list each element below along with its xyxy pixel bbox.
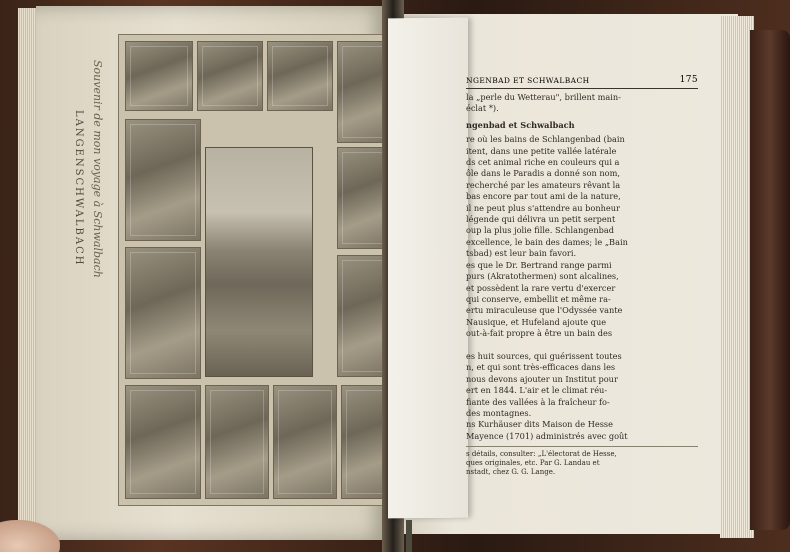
vignette-left-1 (125, 119, 201, 241)
plate-caption-text: LANGENSCHWALBACH (73, 110, 84, 267)
body-line: itent, dans une petite vallée latérale (466, 145, 617, 156)
body-line: purs (Akratothermen) sont alcalines, (466, 271, 619, 282)
handwritten-inscription (88, 60, 108, 380)
body-line: out-à-fait propre à être un bain des (466, 328, 613, 339)
footnote (466, 446, 698, 477)
running-header (466, 74, 698, 89)
footnote-line: nstadt, chez G. G. Lange. (466, 468, 556, 477)
body-line: ertu miraculeuse que l'Odyssée vante (466, 305, 623, 316)
section-title: ngenbad et Schwalbach (466, 119, 575, 130)
body-line: ert en 1844. L'air et le climat réu- (466, 385, 608, 396)
vignette-left-2 (125, 247, 201, 379)
vignette-top-2 (197, 41, 263, 111)
book-binding (750, 30, 790, 530)
body-line: n, et qui sont très-efficaces dans les (466, 362, 616, 373)
body-line: nous devons ajouter un Institut pour (466, 373, 618, 384)
body-line: il ne peut plus s'attendre au bonheur (466, 202, 620, 213)
right-page-edges (720, 16, 754, 538)
bookmark-ribbon (406, 520, 412, 552)
footnote-line: s détails, consulter: „L'électorat de Hesse, (466, 450, 617, 459)
intro-lines (466, 92, 698, 115)
handwritten-text: Souvenir de mon voyage à Schwalbach (91, 60, 104, 278)
body-line: es huit sources, qui guérissent toutes (466, 350, 622, 361)
footnote-line: ques originales, etc. Par G. Landau et (466, 459, 600, 468)
page-text (466, 92, 698, 477)
body-line: qui conserve, embellit et même ra- (466, 293, 611, 304)
body-line: ôle dans le Paradis a donné son nom, (466, 168, 620, 179)
vignette-bottom-2 (205, 385, 269, 499)
plate-caption (66, 110, 90, 390)
central-landscape-view (205, 147, 313, 377)
body-line: Nausique, et Hufeland ajoute que (466, 316, 607, 327)
body-line: excellence, le bain des dames; le „Bain (466, 236, 628, 247)
body-line: ns Kurhäuser dits Maison de Hesse (466, 419, 613, 430)
vignette-bottom-1 (125, 385, 201, 499)
page-number: 175 (679, 75, 698, 85)
running-title: NGENBAD ET SCHWALBACH (466, 76, 590, 85)
body-line: fiante des vallées à la fraîcheur fo- (466, 396, 610, 407)
intro-line: la „perle du Wetterau", brillent main- (466, 92, 621, 102)
vignette-bottom-3 (273, 385, 337, 499)
body-line: ds cet animal riche en couleurs qui a (466, 157, 620, 168)
engraving-plate (118, 34, 394, 506)
holding-hand (0, 520, 60, 552)
body-line: Mayence (1701) administrés avec goût (466, 430, 628, 441)
body-line: tsbad) est leur bain favori. (466, 248, 577, 259)
body-line (466, 340, 698, 351)
body-line: re où les bains de Schlangenbad (bain (466, 134, 625, 145)
body-line: légende qui délivra un petit serpent (466, 214, 616, 225)
intro-line: éclat *). (466, 103, 499, 114)
body-line: et possèdent la rare vertu d'exercer (466, 282, 616, 293)
vignette-top-3 (267, 41, 333, 111)
vignette-top-1 (125, 41, 193, 111)
body-line: es que le Dr. Bertrand range parmi (466, 259, 612, 270)
body-line: bas encore par tout ami de la nature, (466, 191, 621, 202)
body-line: recherché par les amateurs rêvant la (466, 179, 621, 190)
body-text (466, 134, 698, 442)
folded-tissue-guard (388, 18, 468, 519)
body-line: des montagnes. (466, 407, 532, 418)
body-line: oup la plus jolie fille. Schlangenbad (466, 225, 614, 236)
